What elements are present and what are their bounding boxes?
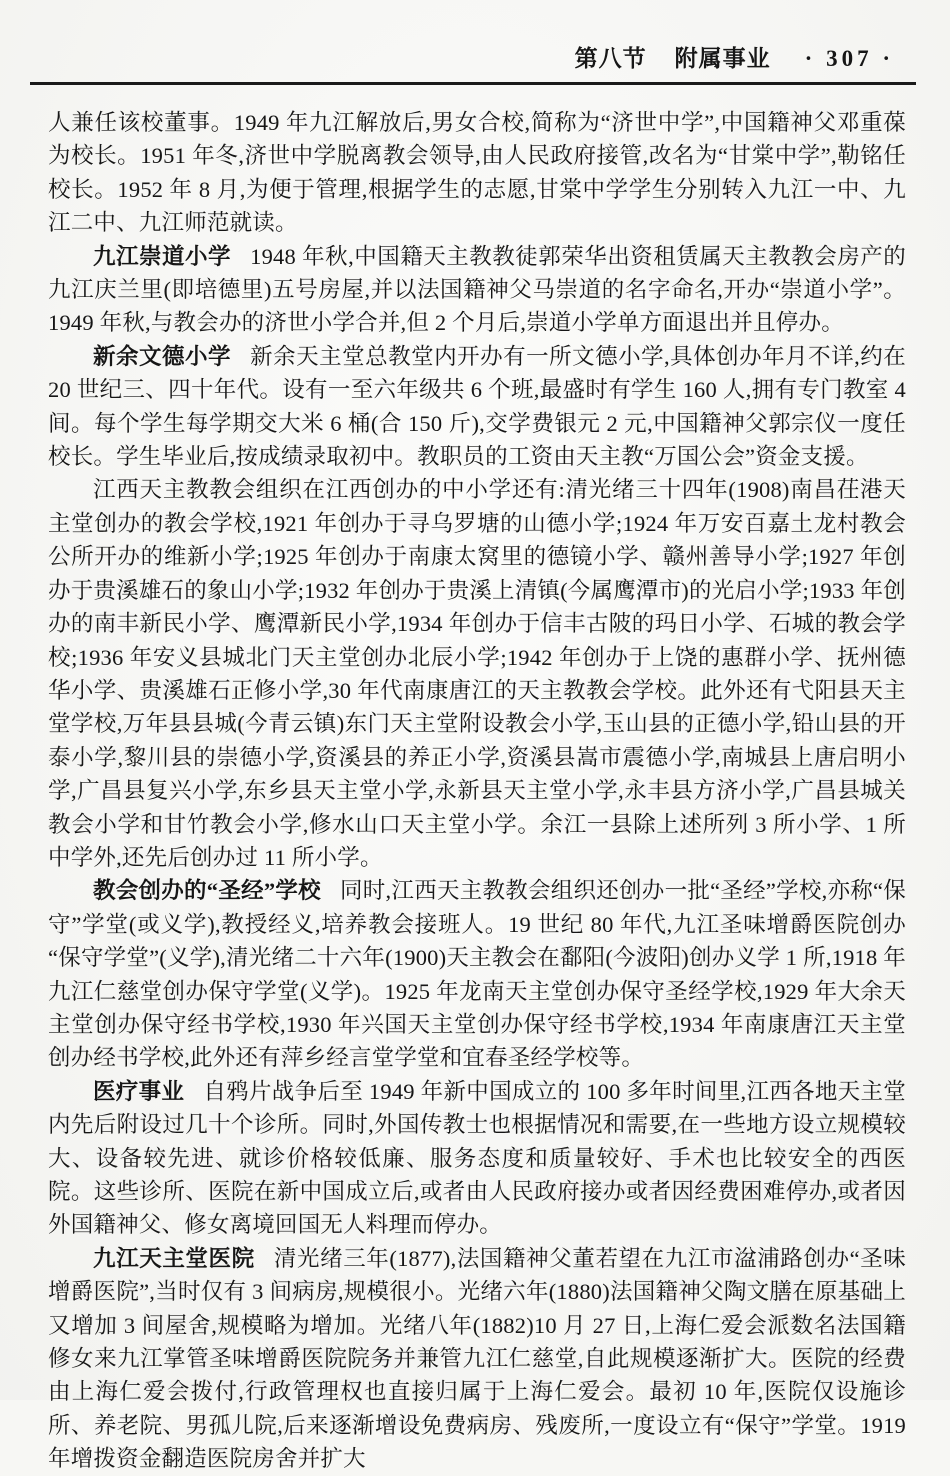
- paragraph: [48, 340, 906, 474]
- paragraph-heading: 九江崇道小学: [93, 243, 232, 269]
- paragraph-text: 人兼任该校董事。1949 年九江解放后,男女合校,简称为“济世中学”,中国籍神父邓重葆为校长。1951 年冬,济世中学脱离教会领导,由人民政府接管,改名为“甘棠中学”,勒铭任校长。1952 年 8 月,为便于管理,根据学生的志愿,甘棠中学学生分别转入九江一中、九江二中、九江师范就读。: [48, 110, 906, 236]
- paragraph-text: 同时,江西天主教教会组织还创办一批“圣经”学校,亦称“保守”学堂(或义学),教授经义,培养教会接班人。19 世纪 80 年代,九江圣味增爵医院创办“保守学堂”(义学),清光绪二十六年(1900)天主教会在鄱阳(今波阳)创办义学 1 所,1918 年九江仁慈堂创办保守学堂(义学)。1925 年龙南天主堂创办保守圣经学校,1929 年大余天主堂创办保守经书学校,1930 年兴国天主堂创办保守经书学校,1934 年南康唐江天主堂创办经书学校,此外还有萍乡经言堂学堂和宜春圣经学校等。: [48, 878, 907, 1071]
- paragraph: [48, 106, 906, 240]
- paragraph: [48, 1075, 906, 1242]
- paragraph-heading: 九江天主堂医院: [93, 1245, 255, 1271]
- paragraph-heading: 教会创办的“圣经”学校: [93, 878, 321, 904]
- paragraph-text: 江西天主教教会组织在江西创办的中小学还有:清光绪三十四年(1908)南昌茌港天主堂创办的教会学校,1921 年创办于寻乌罗塘的山德小学;1924 年万安百嘉土龙村教会公所开办的维新小学;1925 年创办于南康太窝里的德镜小学、赣州善导小学;1927 年创办于贵溪雄石的象山小学;1932 年创办于贵溪上清镇(今属鹰潭市)的光启小学;1933 年创办的南丰新民小学、鹰潭新民小学,1934 年创办于信丰古陂的玛日小学、石城的教会学校;1936 年安义县城北门天主堂创办北辰小学;1942 年创办于上饶的惠群小学、抚州德华小学、贵溪雄石正修小学,30 年代南康唐江的天主教教会学校。此外还有弋阳县天主堂学校,万年县县城(今青云镇)东门天主堂附设教会小学,玉山县的正德小学,铅山县的开泰小学,黎川县的崇德小学,资溪县的养正小学,资溪县嵩市震德小学,南城县上唐启明小学,广昌县复兴小学,东乡县天主堂小学,永新县天主堂小学,永丰县方济小学,广昌县城关教会小学和甘竹教会小学,修水山口天主堂小学。余江一县除上述所列 3 所小学、1 所中学外,还先后创办过 11 所小学。: [48, 477, 906, 870]
- paragraph-text: 新余天主堂总教堂内开办有一所文德小学,具体创办年月不详,约在 20 世纪三、四十年代。设有一至六年级共 6 个班,最盛时有学生 160 人,拥有专门教室 4 间。每个学生每学期交大米 6 桶(合 150 斤),交学费银元 2 元,中国籍神父郭宗仪一度任校长。学生毕业后,按成绩录取初中。教职员的工资由天主教“万国公会”资金支援。: [48, 343, 906, 470]
- paragraph: [48, 874, 906, 1074]
- paragraph: [48, 240, 906, 340]
- paragraph: [48, 1242, 906, 1476]
- paragraph-heading: 医疗事业: [93, 1078, 185, 1104]
- paragraph-heading: 新余文德小学: [93, 343, 231, 369]
- section-label: 第八节: [574, 46, 647, 71]
- page-body-text: [48, 106, 906, 1476]
- running-head: [48, 40, 906, 73]
- paragraph: [48, 473, 906, 874]
- chapter-title: 附属事业: [674, 46, 771, 71]
- paragraph-text: 自鸦片战争后至 1949 年新中国成立的 100 多年时间里,江西各地天主堂内先后附设过几十个诊所。同时,外国传教士也根据情况和需要,在一些地方设立规模较大、设备较先进、就诊价格较低廉、服务态度和质量较好、手术也比较安全的西医院。这些诊所、医院在新中国成立后,或者由人民政府接办或者因经费困难停办,或者因外国籍神父、修女离境回国无人料理而停办。: [48, 1078, 906, 1238]
- paragraph-text: 1948 年秋,中国籍天主教教徒郭荣华出资租赁属天主教教会房产的九江庆兰里(即培德里)五号房屋,并以法国籍神父马崇道的名字命名,开办“崇道小学”。1949 年秋,与教会办的济世小学合并,但 2 个月后,崇道小学单方面退出并且停办。: [48, 243, 907, 336]
- header-rule: [30, 82, 916, 85]
- page-number: · 307 ·: [804, 46, 894, 71]
- paragraph-text: 清光绪三年(1877),法国籍神父董若望在九江市湓浦路创办“圣味增爵医院”,当时仅有 3 间病房,规模很小。光绪六年(1880)法国籍神父陶文膳在原基础上又增加 3 间屋舍,规模略为增加。光绪八年(1882)10 月 27 日,上海仁爱会派数名法国籍修女来九江掌管圣味增爵医院院务并兼管九江仁慈堂,自此规模逐渐扩大。医院的经费由上海仁爱会拨付,行政管理权也直接归属于上海仁爱会。最初 10 年,医院仅设施诊所、养老院、男孤儿院,后来逐渐增设免费病房、残废所,一度设立有“保守”学堂。1919 年增拨资金翻造医院房舍并扩大: [48, 1245, 907, 1472]
